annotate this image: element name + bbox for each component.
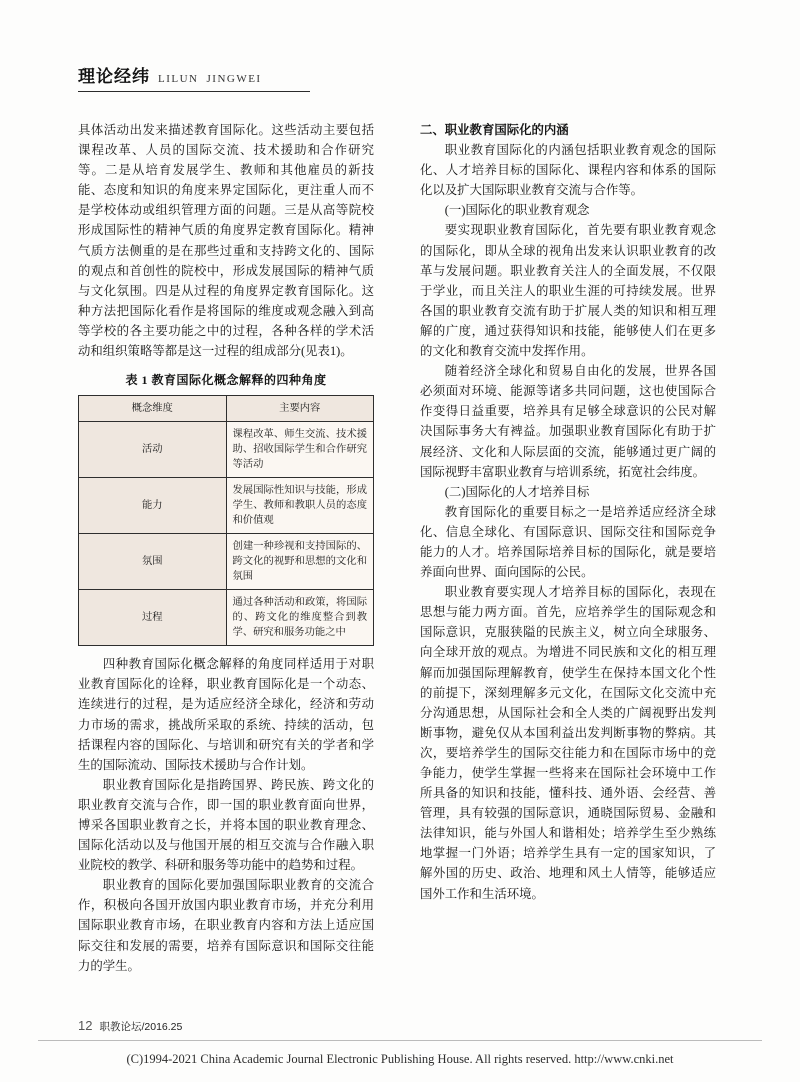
table-block <box>78 370 374 646</box>
subsection-1-paragraph-2: 随着经济全球化和贸易自由化的发展，世界各国必须面对环境、能源等诸多共同问题，这也使国际合作变得日益重要，培养具有足够全球意识的公民对解决国际事务大有裨益。加强职业教育国际化有助于扩展经济、文化和人际层面的交流，能够通过更广阔的国际视野丰富职业教育与培训系统，拓宽社会纬度。 <box>420 364 716 479</box>
table-cell-content: 发展国际性知识与技能，形成学生、教师和教职人员的态度和价值观 <box>226 478 374 534</box>
copyright-notice: (C)1994-2021 China Academic Journal Electronic Publishing House. All rights reserved. http://www.cnki.net <box>126 1052 674 1066</box>
header-title-line <box>78 62 318 87</box>
table-row <box>79 534 374 590</box>
subsection-1-heading: (一)国际化的职业教育观念 <box>444 203 590 218</box>
table-cell-content: 创建一种珍视和支持国际的、跨文化的视野和思想的文化和氛围 <box>226 534 374 590</box>
table-caption: 表 1 教育国际化概念解释的四种角度 <box>125 373 327 388</box>
table-cell-content: 课程改革、师生交流、技术援助、招收国际学生和合作研究等活动 <box>226 422 374 478</box>
table-header-dimension: 概念维度 <box>79 396 227 422</box>
table-cell-dimension: 活动 <box>79 422 227 478</box>
subsection-1-paragraph-1: 要实现职业教育国际化，首先要有职业教育观念的国际化，即从全球的视角出发来认识职业教育的改革与发展问题。职业教育关注人的全面发展，不仅限于学业，而且关注人的职业生涯的可持续发展。世界各国的职业教育交流有助于扩展人类的知识和相互理解的广度，通过获得知识和技能，能够使人们在更多的文化和教育交流中发挥作用。 <box>420 223 716 359</box>
left-paragraph-2: 四种教育国际化概念解释的角度同样适用于对职业教育国际化的诠释，职业教育国际化是一个动态、连续进行的过程，是为适应经济全球化，经济和劳动力市场的需求，挑战所采取的系统、持续的活动，包括课程内容的国际化、与培训和研究有关的学者和学生的国际流动、国际技术援助与合作计划。 <box>78 657 374 772</box>
table-cell-dimension: 能力 <box>79 478 227 534</box>
right-column <box>420 120 716 904</box>
header-divider <box>78 91 310 92</box>
right-paragraph-1: 职业教育国际化的内涵包括职业教育观念的国际化、人才培养目标的国际化、课程内容和体系的国际化以及扩大国际职业教育交流与合作等。 <box>420 143 716 198</box>
table-cell-dimension: 过程 <box>79 590 227 646</box>
left-paragraph-4: 职业教育的国际化要加强国际职业教育的交流合作，积极向各国开放国内职业教育市场，并充分利用国际职业教育市场，在职业教育内容和方法上适应国际交往和发展的需要，培养有国际意识和国际交往能力的学生。 <box>78 878 374 973</box>
page-number: 12 <box>78 1018 93 1033</box>
left-paragraph-1: 具体活动出发来描述教育国际化。这些活动主要包括课程改革、人员的国际交流、技术援助和合作研究等。二是从培育发展学生、教师和其他雇员的新技能、态度和知识的角度来界定国际化，更注重人而不是学校体动或组织管理方面的问题。三是从高等院校形成国际性的精神气质的角度界定教育国际化。精神气质方法侧重的是在那些过重和支持跨文化的、国际的观点和首创性的院校中，形成发展国际的精神气质与文化氛围。四是从过程的角度界定教育国际化。这种方法把国际化看作是将国际的维度或观念融入到高等学校的各主要功能之中的过程，各种各样的学术活动和组织策略等都是这一过程的组成部分(见表1)。 <box>78 123 374 359</box>
journal-name: 职教论坛/2016.25 <box>99 1021 183 1033</box>
table-cell-content: 通过各种活动和政策，将国际的、跨文化的维度整合到教学、研究和服务功能之中 <box>226 590 374 646</box>
table-cell-dimension: 氛围 <box>79 534 227 590</box>
section-heading: 二、职业教育国际化的内涵 <box>420 123 569 137</box>
table-row <box>79 422 374 478</box>
page-header <box>78 62 318 92</box>
header-title-cn: 理论经纬 <box>78 67 150 86</box>
folio <box>78 1018 182 1034</box>
subsection-2-heading: (二)国际化的人才培养目标 <box>444 484 590 499</box>
table-header-content: 主要内容 <box>226 396 374 422</box>
subsection-2-paragraph-1: 教育国际化的重要目标之一是培养适应经济全球化、信息全球化、有国际意识、国际交往和国际竞争能力的人才。培养国际培养目标的国际化，就是要培养面向世界、面向国际的公民。 <box>420 504 716 580</box>
subsection-2-paragraph-2: 职业教育要实现人才培养目标的国际化，表现在思想与能力两方面。首先，应培养学生的国际观念和国际意识，克服狭隘的民族主义，树立向全球服务、向全球开放的观点。为增进不同民族和文化的相互理解而加强国际理解教育，使学生在保持本国文化个性的前提下，深刻理解多元文化，在国际文化交流中充分沟通思想，从国际社会和全人类的广阔视野出发判断事物，避免仅从本国利益出发判断事物的弊病。其次，要培养学生的国际交往能力和在国际市场中的竞争能力，使学生掌握一些将来在国际社会环境中工作所具备的知识和技能，懂科技、通外语、会经营、善管理，具有较强的国际意识，通晓国际贸易、金融和法律知识，能与外国人和谐相处；培养学生至少熟练地掌握一门外语；培养学生具有一定的国家知识，了解外国的历史、政治、地理和风土人情等，能够适应国外工作和生活环境。 <box>420 585 716 901</box>
header-title-en-2: JINGWEI <box>206 73 262 85</box>
concept-table <box>78 395 374 646</box>
header-title-en-1: LILUN <box>158 73 199 85</box>
table-header-row <box>79 396 374 422</box>
table-row <box>79 590 374 646</box>
left-paragraph-3: 职业教育国际化是指跨国界、跨民族、跨文化的职业教育交流与合作，即一国的职业教育面向世界，博采各国职业教育之长，并将本国的职业教育理念、国际化活动以及与他国开展的相互交流与合作融入职业院校的教学、科研和服务等功能中的趋势和过程。 <box>78 777 374 873</box>
left-column <box>78 120 374 976</box>
table-row <box>79 478 374 534</box>
footer-divider <box>38 1040 762 1041</box>
